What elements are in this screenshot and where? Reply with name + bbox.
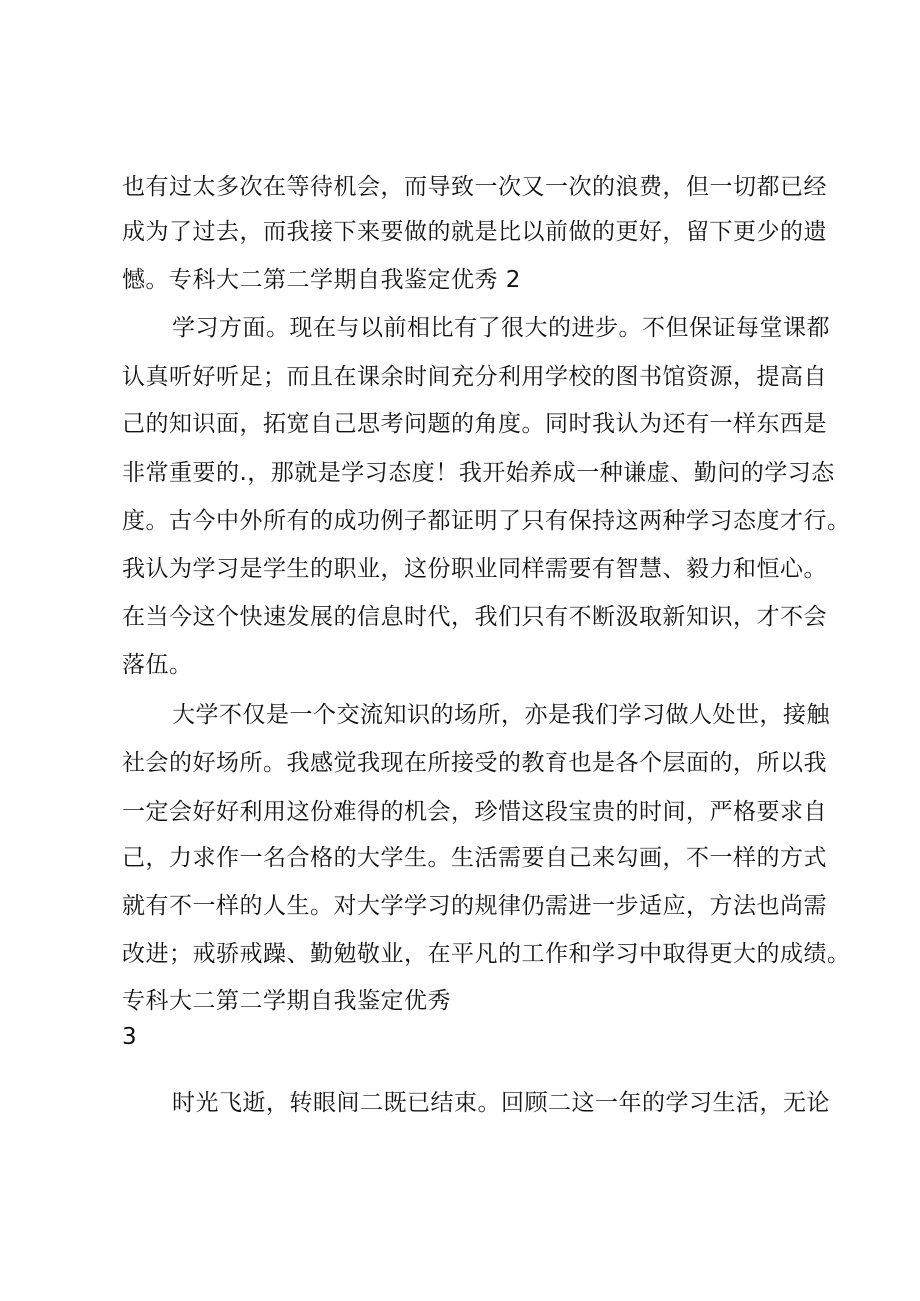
text-line: 认真听好听足；而且在课余时间充分利用学校的图书馆资源，提高自 — [122, 364, 827, 390]
text-line: 己，力求作一名合格的大学生。生活需要自己来勾画，不一样的方式 — [122, 845, 827, 871]
text-line: 改进；戒骄戒躁、勤勉敬业，在平凡的工作和学习中取得更大的成绩。 — [122, 941, 851, 967]
text-line: 也有过太多次在等待机会，而导致一次又一次的浪费，但一切都已经 — [122, 174, 827, 200]
paragraph-start-line: 时光飞逝，转眼间二既已结束。回顾二这一年的学习生活，无论 — [172, 1090, 830, 1116]
text-line: 我认为学习是学生的职业，这份职业同样需要有智慧、毅力和恒心。 — [122, 556, 827, 582]
text-line: 成为了过去，而我接下来要做的就是比以前做的更好，留下更少的遗 — [122, 219, 827, 245]
text-line: 落伍。 — [122, 652, 193, 678]
text-line: 社会的好场所。我感觉我现在所接受的教育也是各个层面的，所以我 — [122, 750, 827, 776]
text-line: 己的知识面，拓宽自己思考问题的角度。同时我认为还有一样东西是 — [122, 411, 827, 437]
paragraph-start-line: 学习方面。现在与以前相比有了很大的进步。不但保证每堂课都 — [172, 315, 830, 341]
section-heading: 专科大二第二学期自我鉴定优秀 — [122, 988, 451, 1014]
section-number: 3 — [122, 1024, 138, 1050]
text-line: 非常重要的.，那就是学习态度！我开始养成一种谦虚、勤问的学习态 — [122, 460, 835, 486]
text-line: 度。古今中外所有的成功例子都证明了只有保持这两种学习态度才行。 — [122, 508, 851, 534]
text-line: 憾。专科大二第二学期自我鉴定优秀 2 — [122, 267, 521, 293]
text-line: 一定会好好利用这份难得的机会，珍惜这段宝贵的时间，严格要求自 — [122, 799, 827, 825]
text-line: 就有不一样的人生。对大学学习的规律仍需进一步适应，方法也尚需 — [122, 893, 827, 919]
paragraph-start-line: 大学不仅是一个交流知识的场所，亦是我们学习做人处世，接触 — [172, 702, 830, 728]
text-line: 在当今这个快速发展的信息时代，我们只有不断汲取新知识，才不会 — [122, 604, 827, 630]
